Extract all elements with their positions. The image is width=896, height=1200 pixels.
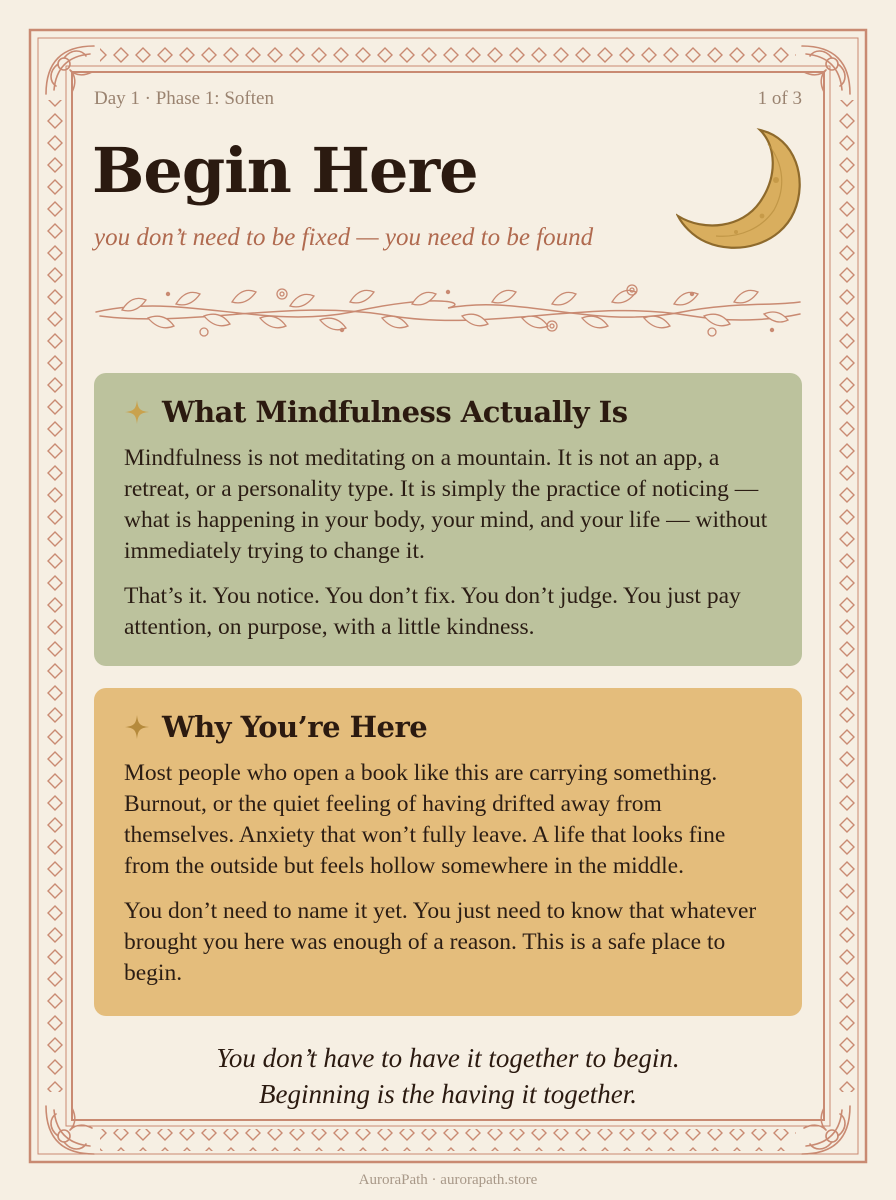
- four-point-star-icon: [124, 399, 150, 425]
- section-heading-text: Why You’re Here: [162, 710, 428, 744]
- four-point-star-icon: [124, 714, 150, 740]
- section-paragraph: You don’t need to name it yet. You just need to know that whatever brought you here was enough of a reason. This is a safe place to begin.: [124, 898, 757, 986]
- page-header: [94, 88, 802, 110]
- section-what-mindfulness: [94, 373, 802, 666]
- section-heading-text: What Mindfulness Actually Is: [162, 395, 628, 429]
- section-heading: [124, 395, 774, 429]
- day-phase-label: Day 1 · Phase 1: Soften: [94, 88, 274, 109]
- page-title: Begin Here: [92, 134, 478, 207]
- footer-brand: AuroraPath · aurorapath.store: [358, 1172, 538, 1188]
- crescent-moon-icon: [676, 124, 806, 256]
- closing-quote: [94, 1040, 802, 1112]
- section-paragraph: That’s it. You notice. You don’t fix. You don’t judge. You just pay attention, on purpose, with a little kindness.: [124, 583, 741, 640]
- page-counter: 1 of 3: [757, 88, 802, 109]
- section-heading: [124, 710, 774, 744]
- quote-line: Beginning is the having it together.: [259, 1079, 637, 1109]
- section-paragraph: Most people who open a book like this are carrying something. Burnout, or the quiet feeling of having drifted away from themselves. Anxiety that won’t fully leave. A life that looks fine from the outside but feels hollow somewhere in the middle.: [124, 760, 726, 879]
- section-paragraph: Mindfulness is not meditating on a mountain. It is not an app, a retreat, or a personality type. It is simply the practice of noticing — what is happening in your body, your mind, and your life — without immediately trying to change it.: [124, 445, 768, 564]
- page-subtitle: you don’t need to be fixed — you need to be found: [94, 224, 594, 251]
- quote-line: You don’t have to have it together to begin.: [216, 1043, 680, 1073]
- leafy-vine-divider: [92, 272, 804, 346]
- section-why-here: [94, 688, 802, 1016]
